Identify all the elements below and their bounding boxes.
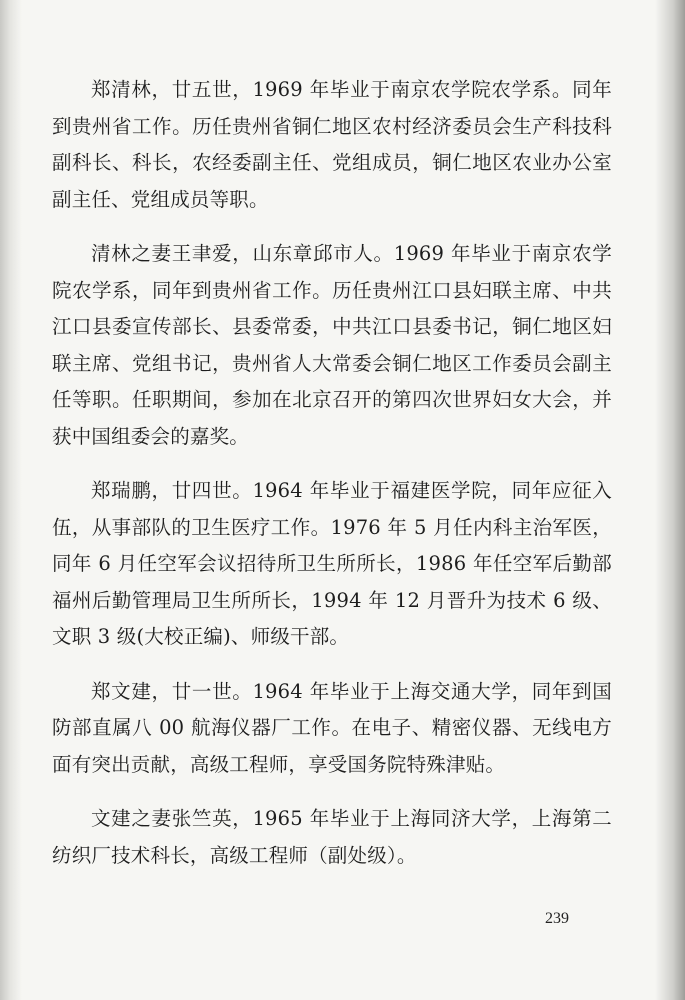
paragraph-zheng-qinglin: 郑清林，廿五世，1969 年毕业于南京农学院农学系。同年到贵州省工作。历任贵州省铜仁地区农村经济委员会生产科技科副科长、科长，农经委副主任、党组成员，铜仁地区农业办公室副主任、党组成员等职。: [52, 78, 612, 211]
paragraph-wang-yuai: 清林之妻王聿爱，山东章邱市人。1969 年毕业于南京农学院农学系，同年到贵州省工作。历任贵州江口县妇联主席、中共江口县委宣传部长、县委常委，中共江口县委书记，铜仁地区妇联主席、党组书记，贵州省人大常委会铜仁地区工作委员会副主任等职。任职期间，参加在北京召开的第四次世界妇女大会，并获中国组委会的嘉奖。: [52, 242, 612, 448]
scan-shadow-right: [655, 0, 685, 1000]
page-body: [52, 72, 612, 892]
scan-shadow-left: [0, 0, 22, 1000]
paragraph-zhang-zhuying: 文建之妻张竺英，1965 年毕业于上海同济大学，上海第二纺织厂技术科长，高级工程师（副处级）。: [52, 807, 612, 867]
paragraph-zheng-wenjian: 郑文建，廿一世。1964 年毕业于上海交通大学，同年到国防部直属八 00 航海仪器厂工作。在电子、精密仪器、无线电方面有突出贡献，高级工程师，享受国务院特殊津贴。: [52, 679, 612, 776]
paragraph-zheng-ruipeng: 郑瑞鹏，廿四世。1964 年毕业于福建医学院，同年应征入伍，从事部队的卫生医疗工作。1976 年 5 月任内科主治军医，同年 6 月任空军会议招待所卫生所所长，1986 年任空军后勤部福州后勤管理局卫生所所长，1994 年 12 月晋升为技术 6 级、文职 3 级(大校正编)、师级干部。: [52, 479, 612, 648]
page-number: 239: [545, 910, 569, 927]
